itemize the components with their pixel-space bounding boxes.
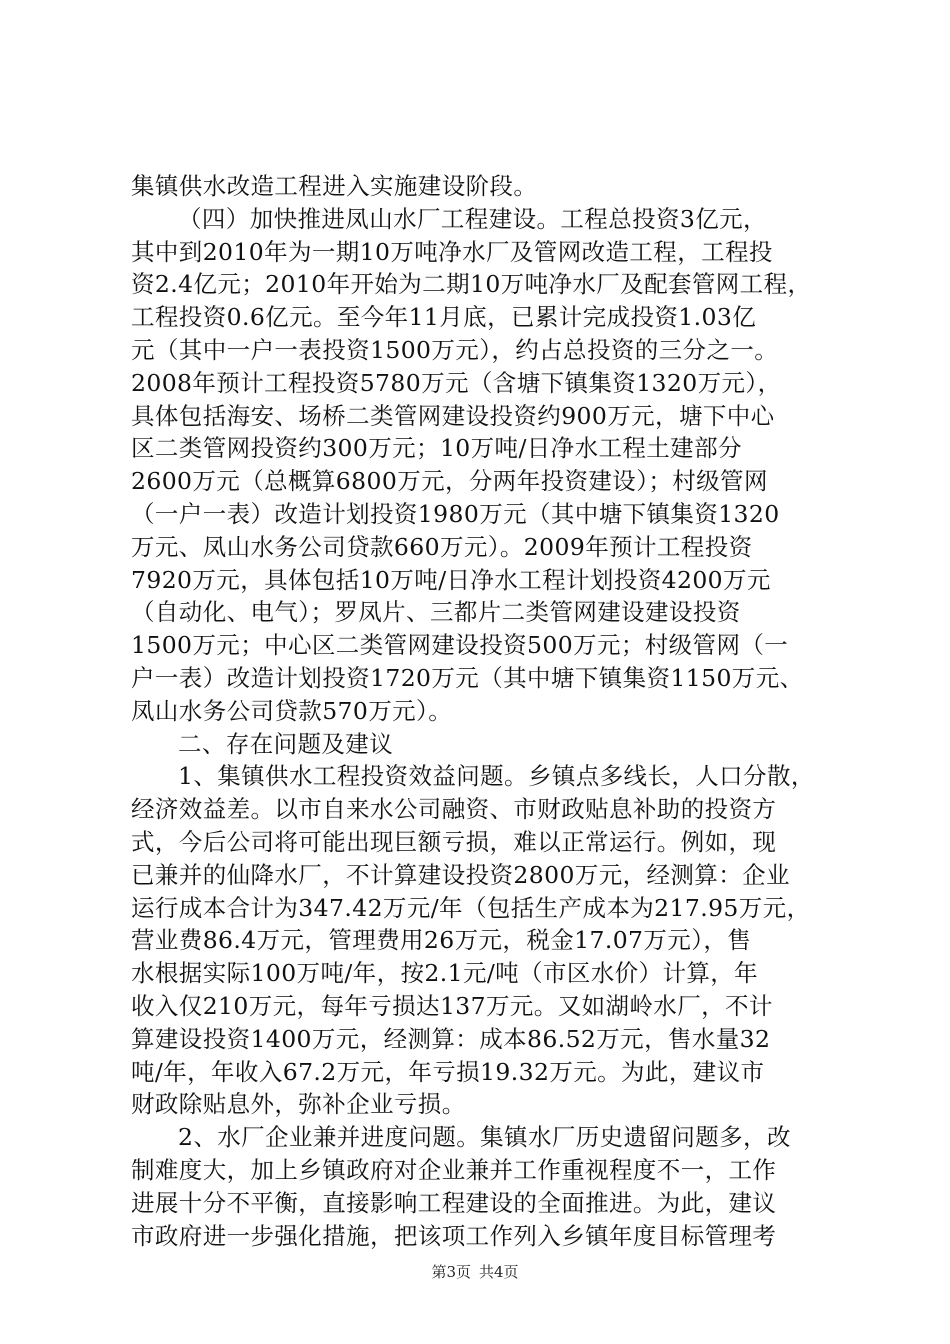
text-line: 2008年预计工程投资5780万元（含塘下镇集资1320万元），: [131, 368, 782, 397]
text-line: 区二类管网投资约300万元；10万吨/日净水工程土建部分: [131, 434, 742, 463]
text-line: 2、水厂企业兼并进度问题。集镇水厂历史遗留问题多，改: [178, 1123, 791, 1152]
text-line: 资2.4亿元；2010年开始为二期10万吨净水厂及配套管网工程，: [131, 270, 812, 299]
text-line: 进展十分不平衡，直接影响工程建设的全面推进。为此，建议: [131, 1188, 777, 1217]
text-line: 收入仅210万元，每年亏损达137万元。又如湖岭水厂，不计: [131, 991, 773, 1020]
text-line: 已兼并的仙降水厂，不计算建设投资2800万元，经测算：企业: [131, 860, 790, 889]
text-line: 凤山水务公司贷款570万元）。: [131, 696, 453, 725]
text-line: （一户一表）改造计划投资1980万元（其中塘下镇集资1320: [131, 499, 780, 528]
text-line: （四）加快推进凤山水厂工程建设。工程总投资3亿元，: [178, 204, 767, 233]
text-line: 制难度大，加上乡镇政府对企业兼并工作重视程度不一，工作: [131, 1155, 777, 1184]
page-footer: [0, 1262, 950, 1282]
text-line: 具体包括海安、场桥二类管网建设投资约900万元，塘下中心: [131, 401, 775, 430]
text-line: 吨/年，年收入67.2万元，年亏损19.32万元。为此，建议市: [131, 1057, 765, 1086]
text-line: 经济效益差。以市自来水公司融资、市财政贴息补助的投资方: [131, 795, 777, 824]
text-line: 式，今后公司将可能出现巨额亏损，难以正常运行。例如，现: [131, 827, 777, 856]
text-line: 工程投资0.6亿元。至今年11月底，已累计完成投资1.03亿: [131, 303, 757, 332]
page-number: 第3页: [431, 1263, 471, 1281]
text-line: 7920万元，具体包括10万吨/日净水工程计划投资4200万元: [131, 565, 771, 594]
text-line: 算建设投资1400万元，经测算：成本86.52万元，售水量32: [131, 1024, 771, 1053]
text-line: 1、集镇供水工程投资效益问题。乡镇点多线长，人口分散，: [178, 762, 815, 791]
text-line: 水根据实际100万吨/年，按2.1元/吨（市区水价）计算，年: [131, 959, 759, 988]
section-heading: 二、存在问题及建议: [178, 729, 394, 758]
text-line: 财政除贴息外，弥补企业亏损。: [131, 1090, 466, 1119]
page-total: 共4页: [479, 1263, 519, 1281]
text-line: 2600万元（总概算6800万元，分两年投资建设）；村级管网: [131, 467, 768, 496]
text-line: 营业费86.4万元，管理费用26万元，税金17.07万元），售: [131, 926, 752, 955]
text-line: 运行成本合计为347.42万元/年（包括生产成本为217.95万元，: [131, 893, 811, 922]
text-line: 集镇供水改造工程进入实施建设阶段。: [131, 172, 538, 200]
text-line: 市政府进一步强化措施，把该项工作列入乡镇年度目标管理考: [131, 1221, 777, 1250]
text-line: 1500万元；中心区二类管网建设投资500万元；村级管网（一: [131, 631, 789, 660]
text-line: 其中到2010年为一期10万吨净水厂及管网改造工程，工程投: [131, 237, 773, 266]
document-body: [131, 170, 835, 1252]
text-line: 元（其中一户一表投资1500万元），约占总投资的三分之一。: [131, 335, 779, 364]
text-line: 万元、凤山水务公司贷款660万元）。2009年预计工程投资: [131, 532, 753, 561]
text-line: 户一表）改造计划投资1720万元（其中塘下镇集资1150万元、: [131, 663, 804, 692]
text-line: （自动化、电气）；罗凤片、三都片二类管网建设建设投资: [131, 598, 741, 627]
